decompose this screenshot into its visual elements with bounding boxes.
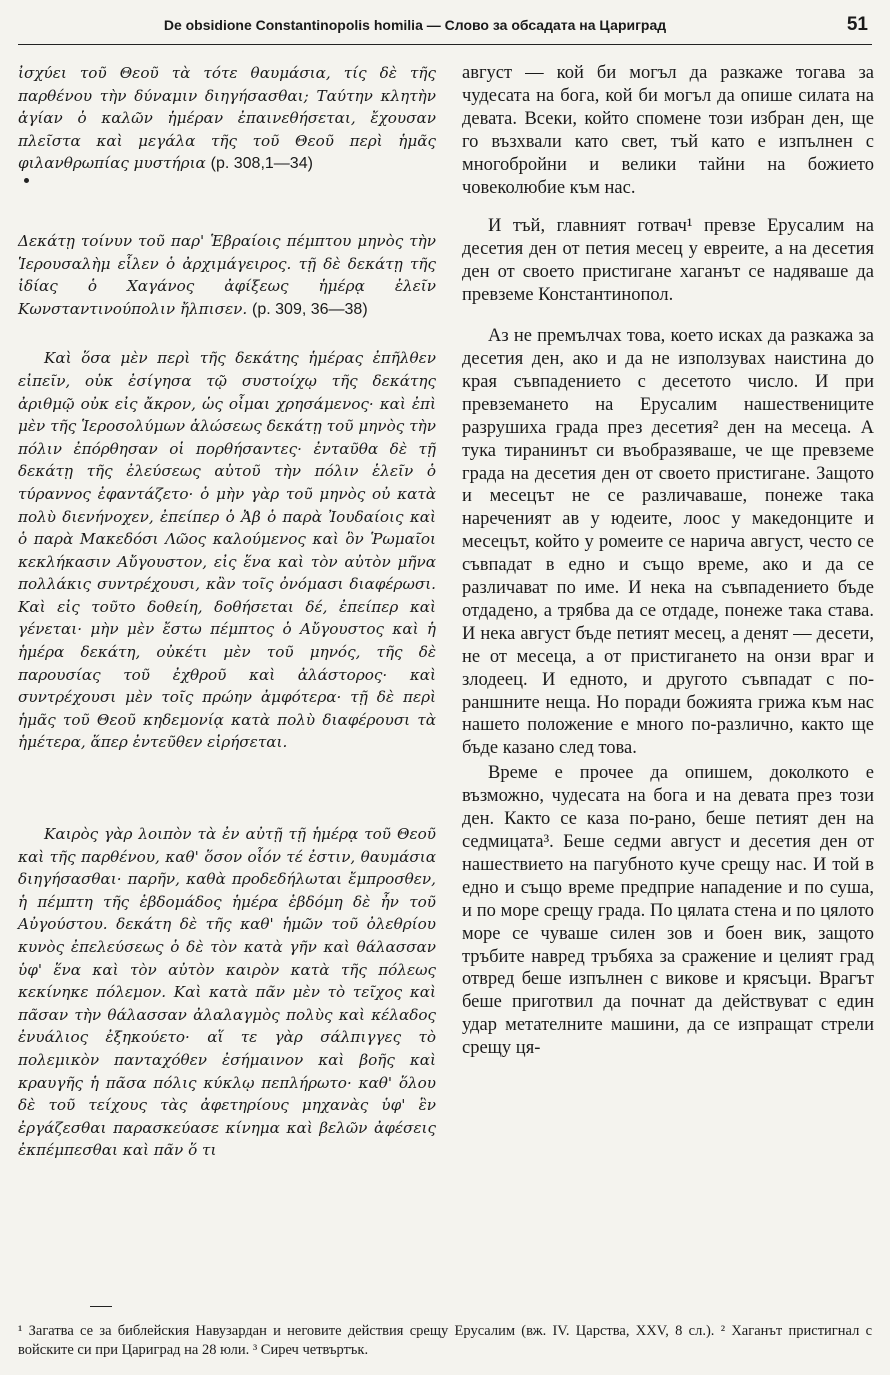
greek-paragraph-3: Καὶ ὅσα μὲν περὶ τῆς δεκάτης ἡμέρας ἐπῆλθεν εἰπεῖν, οὐκ ἐσίγησα τῷ συστοίχῳ τῆς δεκάτης ἀριθμῷ οὐκ εἰς ἄκρον, ὡς οἶμαι χρησάμενος· καὶ ἐπὶ μὲν τῆς Ἱεροσολύμων ἁλώσεως δεκάτῃ τοῦ μηνὸς τὴν πόλιν ἐπόρθησαν οἱ πορθήσαντες· ἐνταῦθα δὲ τῇ δεκάτῃ τῆς ἐλεύσεως αὐτοῦ τὴν πόλιν ἑλεῖν ὁ τύραννος ἐφαντάζετο· ὁ μὴν γὰρ τοῦ μηνὸς οὐ κατὰ πολὺ διενήνοχεν, ἐπείπερ ὁ Ἀβ ὁ παρὰ Ἰουδαίοις καὶ ὁ παρὰ Μακεδόσι Λῶος καλούμενος καὶ ὃν Ῥωμαῖοι κεκλήκασιν Αὔγουστον, εἰς ἕνα καὶ τὸν αὐτὸν μῆνα πολλάκις συντρέχουσι, κἂν τοῖς ὀνόμασι διαφέρωσι. Καὶ εἰς τοῦτο δοθείη, δοθήσεται δέ, ἐπείπερ καὶ γένεται· μὴν μὲν ἔστω πέμπτος ὁ Αὔγουστος καὶ ἡ ἡμέρα δεκάτη, οὐκέτι μὲν τοῦ μηνός, τῆς δὲ παρουσίας τοῦ ἐχθροῦ καὶ ἀλάστορος· καὶ συντρέχουσι μὲν τοῖς πρώην ἀμφότερα· τῇ δὲ περὶ ἡμᾶς τοῦ Θεοῦ κηδεμονίᾳ κατὰ πολὺ διαφέρουσι τὰ ἡμέτερα, ἅπερ ἐντεῦθεν εἰρήσεται. (18, 349, 436, 752)
greek-text-2: Δεκάτῃ τοίνυν τοῦ παρ' Ἑβραίοις πέμπτου μηνὸς τὴν Ἱερουσαλὴμ εἷλεν ὁ ἀρχιμάγειρος. τῇ δὲ δεκάτῃ τῆς ἰδίας ὁ Χαγάνος ἀφίξεως ἡμέρᾳ ἑλεῖν Κωνσταντινούπολιν ἤλπισεν. (18, 231, 436, 318)
greek-paragraph-1 (18, 62, 436, 176)
greek-column (18, 62, 436, 1162)
greek-paragraph-2 (18, 230, 436, 321)
bulgarian-paragraph-3: Аз не премълчах това, което исках да разкажа за десетия ден, ако и да не използувах наистина до края съвпадението с десетото число. И при превземането на Ерусалим нашествениците разрушиха града през десетия² ден на месеца. А тука тиранинът си въобразяваше, че ще превземе града на десетия ден от своето пристигане. Защото и месецът не се различаваше, понеже така нареченият ав у юдеите, лоос у македонците и месецът, който у ромеите се нарича август, често се съвпадат в едно и също време, ако и да се различават по име. И нека на съвпадението бъде отдадено, а трябва да се отдаде, понеже така става. И нека август бъде петият месец, а денят — десети, не от месеца, а от пристигането на онзи враг и злодеец. И едното, и другото съвпадат с по-раншните неща. Но поради божията грижа към нас нашето положение е много по-различно, както ще бъде казано след това. (462, 326, 874, 759)
footnote-1: ¹ Загатва се за библейския Навузардан и неговите действия срещу Ерусалим (вж. IV. Царства, XXV, 8 сл.). (18, 1323, 715, 1339)
running-title: De obsidione Constantinopolis homilia — Слово за обсадата на Цариград (163, 17, 667, 33)
bullet-mark (24, 178, 29, 183)
bulgarian-paragraph-4: Време е прочее да опишем, доколкото е възможно, чудесата на бога и на девата през този ден. Както се каза по-рано, беше петият ден на седмицата³. Беше седми август и десетия ден от нашествието на пагубното куче срещу нас. И той в едно и също време предприе нападение и по суша, и по море срещу града. По цялата стена и по цялото море се чуваше силен зов и боен вик, защото тръбите навред тръбяха за сражение и целият град отвред беше изпълнен с викове и крясъци. Врагът беше приготвил да почнат да действуват с един удар метателните машини, да се изпращат стрели срещу ця- (462, 763, 874, 1059)
bulgarian-paragraph-2: И тъй, главният готвач¹ превзе Ерусалим на десетия ден от петия месец у евреите, а на десетия ден от своето пристигане хаганът се надяваше да превземе Константинопол. (462, 216, 874, 306)
page-number: 51 (846, 14, 868, 35)
bulgarian-column (462, 62, 874, 1060)
source-reference-2: (p. 309, 36—38) (252, 300, 368, 318)
greek-text-1: ἰσχύει τοῦ Θεοῦ τὰ τότε θαυμάσια, τίς δὲ τῆς παρθένου τὴν δύναμιν διηγήσασθαι; Ταύτην κλητὴν ἁγίαν ὁ καλῶν ἡμέραν ἐπαινεθήσεται, ἔχουσαν πλεῖστα καὶ μεγάλα τῆς τοῦ Θεοῦ περὶ ἡμᾶς φιλανθρωπίας μυστήρια (18, 64, 436, 173)
source-reference-1: (p. 308,1—34) (210, 155, 313, 173)
footnotes (18, 1322, 872, 1360)
footnote-divider (90, 1306, 112, 1307)
footnote-2: ² Хаганът пристигнал с войските си при Цариград на 28 юли. (18, 1323, 873, 1358)
greek-paragraph-4: Καιρὸς γὰρ λοιπὸν τὰ ἐν αὐτῇ τῇ ἡμέρᾳ τοῦ Θεοῦ καὶ τῆς παρθένου, καθ' ὅσον οἷόν τέ ἐστιν, θαυμάσια διηγήσασθαι· παρῆν, καθὰ προδεδήλωται ἔμπροσθεν, ἡ πέμπτη τῆς ἑβδομάδος ἡμέρα ἑβδόμη δὲ ἦν τοῦ Αὐγούστου. δεκάτη δὲ τῆς καθ' ἡμῶν τοῦ ὀλεθρίου κυνὸς ἐπελεύσεως ὁ δὲ τὸν κατὰ γῆν καὶ θάλασσαν ὑφ' ἕνα καὶ τὸν αὐτὸν καιρὸν κατὰ τῆς πόλεως κεκίνηκε πόλεμον. Καὶ κατὰ πᾶν μὲν τὸ τεῖχος καὶ πᾶσαν τὴν θάλασσαν ἀλαλαγμὸς πολὺς καὶ κέλαδος ἐνυάλιος ἐξηκούετο· αἵ τε γὰρ σάλπιγγες τὸ πολεμικὸν πανταχόθεν ἐσήμαινον καὶ βοῆς καὶ κραυγῆς ἡ πᾶσα πόλις κύκλῳ πεπλήρωτο· καθ' ὅλου δὲ τοῦ τείχους τὰς ἀφετηρίους μηχανὰς ὑφ' ἓν ἐργάζεσθαι παρασκεύασε κίνημα καὶ βελῶν ἀφέσεις ἐκπέμπεσθαι καὶ πᾶν ὅ τι (18, 825, 436, 1160)
running-header (18, 14, 872, 45)
bulgarian-paragraph-1: август — кой би могъл да разкаже тогава за чудесата на бога, кой би могъл да опише силата на девата. Всеки, който спомене този избран ден, ще го възхвали като свет, тъй като е изпълнен с многобройни и велики тайни на божието човеколюбие към нас. (462, 63, 874, 198)
footnote-3: ³ Сиреч четвъртък. (252, 1342, 369, 1358)
